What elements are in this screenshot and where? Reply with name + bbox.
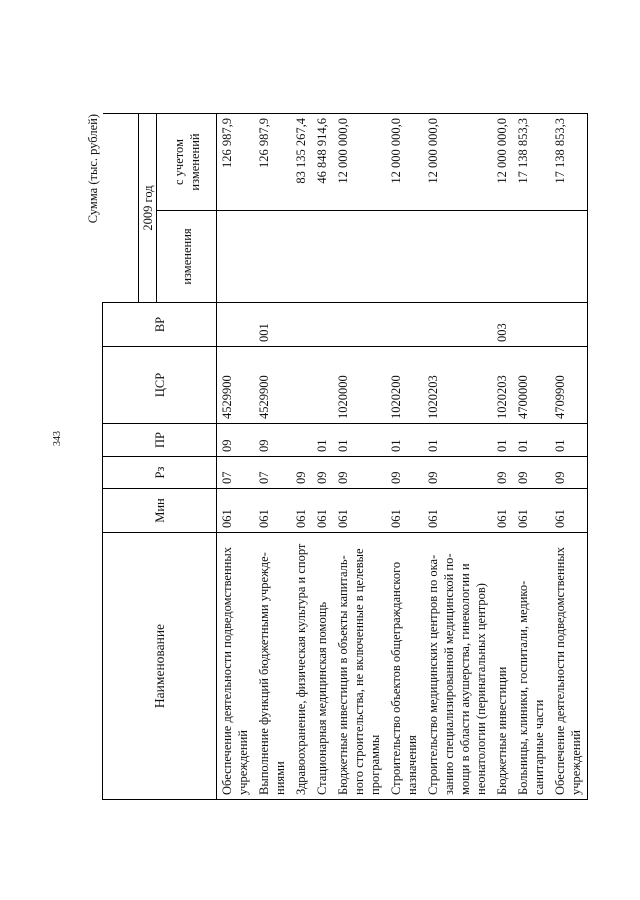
- row-name: Обеспечение деятельности подведомственных учреждений: [217, 533, 255, 800]
- row-with-changes: 17 138 853,3: [513, 114, 550, 211]
- table-row: [254, 114, 291, 800]
- row-vr: 001: [254, 303, 291, 347]
- budget-table: [102, 113, 588, 800]
- row-csr: 1020203: [423, 347, 492, 424]
- row-min: 061: [423, 489, 492, 533]
- row-vr: [217, 303, 255, 347]
- row-changes: [291, 211, 312, 303]
- table-row: [217, 114, 255, 800]
- row-changes: [312, 211, 333, 303]
- sum-caption: Сумма (тыс. рублей): [86, 114, 100, 224]
- header-pr: ПР: [103, 424, 217, 457]
- row-pr: [291, 424, 312, 457]
- row-changes: [550, 211, 588, 303]
- row-min: 061: [291, 489, 312, 533]
- row-with-changes: 83 135 267,4: [291, 114, 312, 211]
- row-csr: 4529900: [217, 347, 255, 424]
- row-rz: 09: [550, 457, 588, 489]
- row-csr: 4529900: [254, 347, 291, 424]
- row-rz: 09: [291, 457, 312, 489]
- table-row: [492, 114, 513, 800]
- header-name: Наименование: [103, 533, 217, 800]
- row-vr: [333, 303, 386, 347]
- row-rz: 07: [254, 457, 291, 489]
- row-csr: 4700000: [513, 347, 550, 424]
- row-name: Бюджетные инвестиции: [492, 533, 513, 800]
- row-changes: [492, 211, 513, 303]
- row-rz: 09: [492, 457, 513, 489]
- row-min: 061: [217, 489, 255, 533]
- row-changes: [333, 211, 386, 303]
- row-pr: 09: [217, 424, 255, 457]
- row-csr: 1020000: [333, 347, 386, 424]
- row-min: 061: [312, 489, 333, 533]
- table-row: [312, 114, 333, 800]
- header-with-changes: с учетом изменений: [157, 114, 217, 211]
- row-vr: [386, 303, 423, 347]
- row-vr: [513, 303, 550, 347]
- row-changes: [217, 211, 255, 303]
- row-vr: [312, 303, 333, 347]
- header-csr: ЦСР: [103, 347, 217, 424]
- row-with-changes: 12 000 000,0: [423, 114, 492, 211]
- header-min: Мин: [103, 489, 217, 533]
- row-min: 061: [550, 489, 588, 533]
- row-name: Выполнение функций бюджетными учрежде-ниями: [254, 533, 291, 800]
- row-rz: 07: [217, 457, 255, 489]
- row-vr: [291, 303, 312, 347]
- row-name: Больницы, клиники, госпитали, медико-санитарные части: [513, 533, 550, 800]
- row-pr: 01: [550, 424, 588, 457]
- table-row: [550, 114, 588, 800]
- row-name: Строительство объектов общегражданского назначения: [386, 533, 423, 800]
- row-name: Бюджетные инвестиции в объекты капиталь-ного строительства, не включенные в целевые программы: [333, 533, 386, 800]
- row-pr: 01: [312, 424, 333, 457]
- row-with-changes: 126 987,9: [254, 114, 291, 211]
- page-number: 343: [52, 431, 63, 446]
- row-rz: 09: [423, 457, 492, 489]
- row-vr: [423, 303, 492, 347]
- table-row: [423, 114, 492, 800]
- row-vr: [550, 303, 588, 347]
- row-pr: 09: [254, 424, 291, 457]
- table-row: [291, 114, 312, 800]
- row-rz: 09: [333, 457, 386, 489]
- rotated-page-content: [85, 100, 583, 800]
- row-pr: 01: [333, 424, 386, 457]
- row-min: 061: [513, 489, 550, 533]
- header-year: 2009 год: [139, 114, 157, 303]
- row-rz: 09: [513, 457, 550, 489]
- row-changes: [254, 211, 291, 303]
- row-min: 061: [333, 489, 386, 533]
- row-changes: [513, 211, 550, 303]
- row-with-changes: 12 000 000,0: [492, 114, 513, 211]
- row-name: Здравоохранение, физическая культура и спорт: [291, 533, 312, 800]
- table-row: [386, 114, 423, 800]
- row-min: 061: [254, 489, 291, 533]
- row-csr: [291, 347, 312, 424]
- header-vr: ВР: [103, 303, 217, 347]
- row-with-changes: 46 848 914,6: [312, 114, 333, 211]
- row-name: Обеспечение деятельности подведомственных учреждений: [550, 533, 588, 800]
- row-changes: [423, 211, 492, 303]
- row-rz: 09: [386, 457, 423, 489]
- row-csr: 1020200: [386, 347, 423, 424]
- table-row: [513, 114, 550, 800]
- table-row: [333, 114, 386, 800]
- header-changes: изменения: [157, 211, 217, 303]
- row-name: Строительство медицинских центров по ока-занию специализированной медицинской по-мощи в области акушерства, гинекологии и неонатологии (перинатальных центров): [423, 533, 492, 800]
- row-pr: 01: [492, 424, 513, 457]
- row-min: 061: [492, 489, 513, 533]
- row-changes: [386, 211, 423, 303]
- row-with-changes: 126 987,9: [217, 114, 255, 211]
- row-csr: [312, 347, 333, 424]
- row-with-changes: 12 000 000,0: [386, 114, 423, 211]
- row-csr: 1020203: [492, 347, 513, 424]
- row-pr: 01: [513, 424, 550, 457]
- row-with-changes: 12 000 000,0: [333, 114, 386, 211]
- row-vr: 003: [492, 303, 513, 347]
- header-rz: Рз: [103, 457, 217, 489]
- row-name: Стационарная медицинская помощь: [312, 533, 333, 800]
- row-csr: 4709900: [550, 347, 588, 424]
- row-with-changes: 17 138 853,3: [550, 114, 588, 211]
- row-min: 061: [386, 489, 423, 533]
- row-pr: 01: [386, 424, 423, 457]
- row-pr: 01: [423, 424, 492, 457]
- row-rz: 09: [312, 457, 333, 489]
